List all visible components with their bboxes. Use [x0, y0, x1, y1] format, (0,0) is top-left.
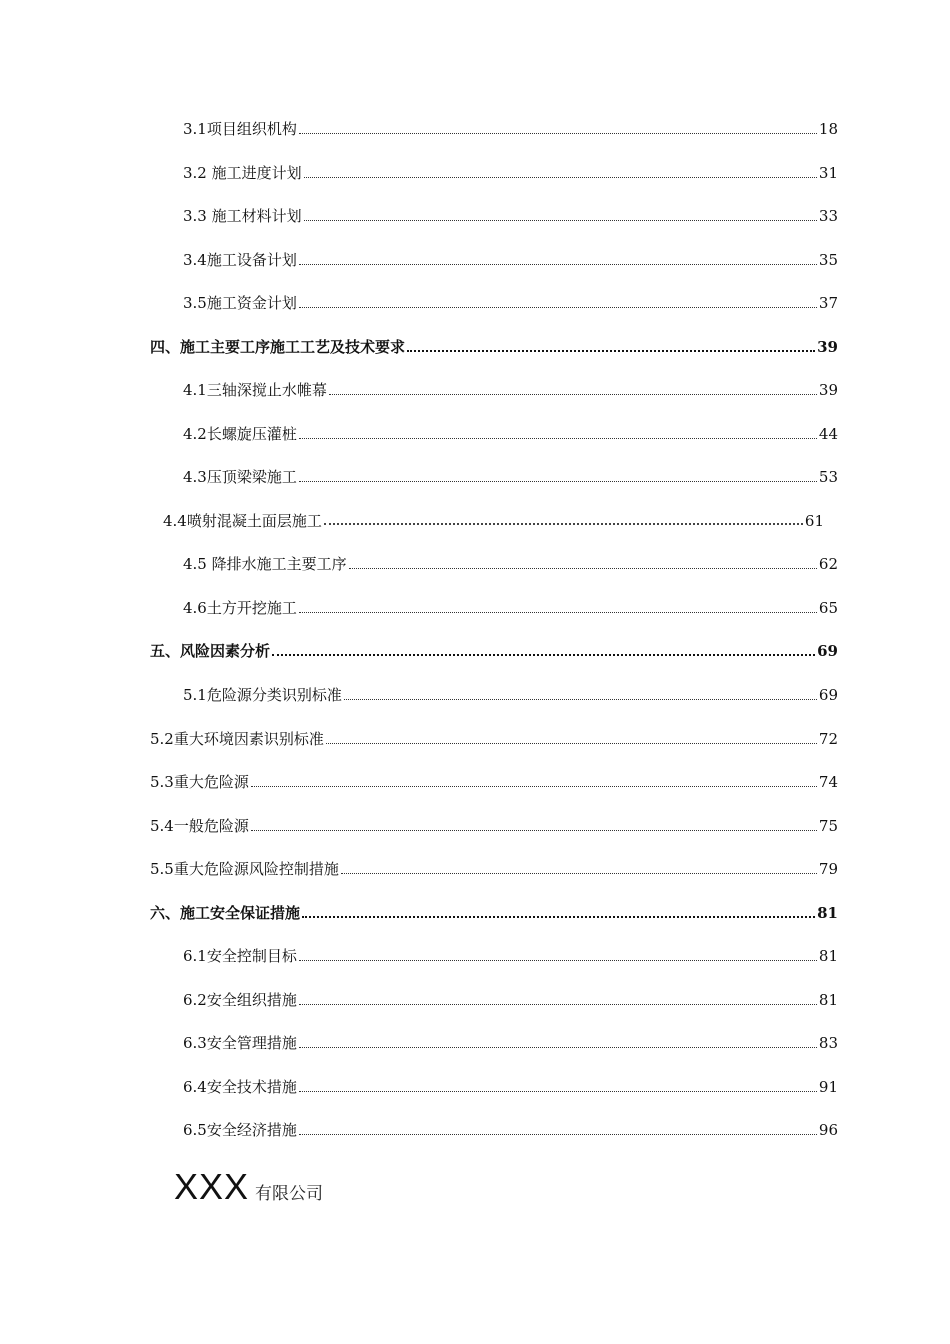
toc-entry[interactable] — [183, 292, 838, 314]
toc-dot-leader — [344, 698, 817, 700]
toc-entry[interactable] — [183, 379, 838, 401]
toc-entry[interactable] — [183, 1119, 838, 1141]
toc-entry-page: 39 — [817, 338, 838, 356]
toc-dot-leader — [272, 653, 815, 656]
toc-dot-leader — [299, 611, 817, 613]
toc-entry-title: 3.5施工资金计划 — [183, 294, 297, 312]
toc-entry-title: 6.5安全经济措施 — [183, 1121, 297, 1139]
toc-entry[interactable] — [163, 510, 824, 532]
toc-entry-page: 81 — [818, 991, 838, 1009]
toc-entry-page: 79 — [818, 860, 838, 878]
toc-entry-page: 53 — [818, 468, 838, 486]
toc-entry-title: 3.4施工设备计划 — [183, 251, 297, 269]
toc-entry-page: 96 — [818, 1121, 838, 1139]
toc-chapter-entry[interactable] — [150, 336, 838, 358]
toc-dot-leader — [251, 829, 817, 831]
company-mark: XXX — [174, 1166, 250, 1207]
toc-dot-leader — [407, 349, 815, 352]
toc-dot-leader — [326, 742, 817, 744]
toc-entry[interactable] — [150, 815, 838, 837]
toc-dot-leader — [299, 1090, 817, 1092]
toc-dot-leader — [329, 393, 817, 395]
toc-dot-leader — [299, 480, 817, 482]
toc-entry-page: 91 — [818, 1078, 838, 1096]
toc-entry-page: 69 — [818, 686, 838, 704]
toc-chapter-entry[interactable] — [150, 640, 838, 662]
toc-entry-title: 6.2安全组织措施 — [183, 991, 297, 1009]
toc-entry-page: 61 — [804, 512, 824, 530]
toc-entry[interactable] — [183, 597, 838, 619]
toc-entry-page: 83 — [818, 1034, 838, 1052]
toc-entry-title: 六、施工安全保证措施 — [150, 904, 301, 922]
toc-dot-leader — [299, 1133, 817, 1135]
toc-entry[interactable] — [183, 249, 838, 271]
toc-entry-page: 81 — [817, 904, 838, 922]
toc-entry-title: 6.1安全控制目标 — [183, 947, 297, 965]
toc-entry-page: 39 — [818, 381, 838, 399]
toc-entry-page: 33 — [818, 207, 838, 225]
toc-entry[interactable] — [183, 553, 838, 575]
toc-chapter-entry[interactable] — [150, 902, 838, 924]
toc-entry-title: 4.5 降排水施工主要工序 — [183, 555, 347, 573]
toc-entry[interactable] — [183, 945, 838, 967]
toc-dot-leader — [299, 1046, 817, 1048]
toc-entry-page: 74 — [818, 773, 838, 791]
toc-entry-title: 5.3重大危险源 — [150, 773, 249, 791]
toc-entry[interactable] — [183, 1032, 838, 1054]
toc-entry-page: 37 — [818, 294, 838, 312]
toc-entry-title: 5.2重大环境因素识别标准 — [150, 730, 324, 748]
toc-dot-leader — [304, 219, 817, 221]
toc-entry-title: 3.2 施工进度计划 — [183, 164, 302, 182]
toc-dot-leader — [299, 132, 817, 134]
toc-entry-title: 6.4安全技术措施 — [183, 1078, 297, 1096]
toc-entry[interactable] — [183, 423, 838, 445]
toc-entry[interactable] — [183, 989, 838, 1011]
toc-entry-page: 62 — [818, 555, 838, 573]
toc-entry-page: 35 — [818, 251, 838, 269]
toc-entry-title: 5.4一般危险源 — [150, 817, 249, 835]
toc-dot-leader — [341, 872, 817, 874]
toc-entry-title: 6.3安全管理措施 — [183, 1034, 297, 1052]
toc-entry[interactable] — [183, 205, 838, 227]
toc-entry-title: 四、施工主要工序施工工艺及技术要求 — [150, 338, 406, 356]
toc-entry[interactable] — [150, 728, 838, 750]
toc-entry-title: 4.6土方开挖施工 — [183, 599, 297, 617]
toc-dot-leader — [302, 915, 815, 918]
toc-entry-title: 4.3压顶梁梁施工 — [183, 468, 297, 486]
toc-entry[interactable] — [183, 466, 838, 488]
toc-entry-title: 五、风险因素分析 — [150, 642, 271, 660]
toc-entry-title: 5.1危险源分类识别标准 — [183, 686, 342, 704]
toc-entry[interactable] — [183, 1076, 838, 1098]
toc-dot-leader — [299, 263, 817, 265]
toc-dot-leader — [349, 567, 817, 569]
toc-entry[interactable] — [150, 858, 838, 880]
toc-entry-title: 5.5重大危险源风险控制措施 — [150, 860, 339, 878]
toc-entry-title: 4.1三轴深搅止水帷幕 — [183, 381, 327, 399]
toc-entry[interactable] — [183, 162, 838, 184]
toc-dot-leader — [299, 1003, 817, 1005]
toc-dot-leader — [304, 176, 817, 178]
toc-entry-page: 31 — [818, 164, 838, 182]
toc-entry-page: 69 — [817, 642, 838, 660]
toc-entry[interactable] — [150, 771, 838, 793]
toc-entry-page: 81 — [818, 947, 838, 965]
toc-entry[interactable] — [183, 684, 838, 706]
toc-entry-page: 18 — [818, 120, 838, 138]
toc-entry-title: 3.1项目组织机构 — [183, 120, 297, 138]
toc-dot-leader — [324, 522, 803, 525]
company-suffix: 有限公司 — [255, 1184, 324, 1204]
toc-entry[interactable] — [183, 118, 838, 140]
company-footer — [174, 1166, 323, 1208]
toc-entry-page: 44 — [818, 425, 838, 443]
toc-dot-leader — [299, 959, 817, 961]
toc-dot-leader — [299, 306, 817, 308]
toc-dot-leader — [251, 785, 817, 787]
toc-dot-leader — [299, 437, 817, 439]
toc-entry-page: 75 — [818, 817, 838, 835]
toc-entry-title: 4.2长螺旋压灌桩 — [183, 425, 297, 443]
toc-entry-page: 65 — [818, 599, 838, 617]
toc-entry-title: 3.3 施工材料计划 — [183, 207, 302, 225]
toc-entry-title: 4.4喷射混凝土面层施工 — [163, 512, 322, 530]
toc-entry-page: 72 — [818, 730, 838, 748]
